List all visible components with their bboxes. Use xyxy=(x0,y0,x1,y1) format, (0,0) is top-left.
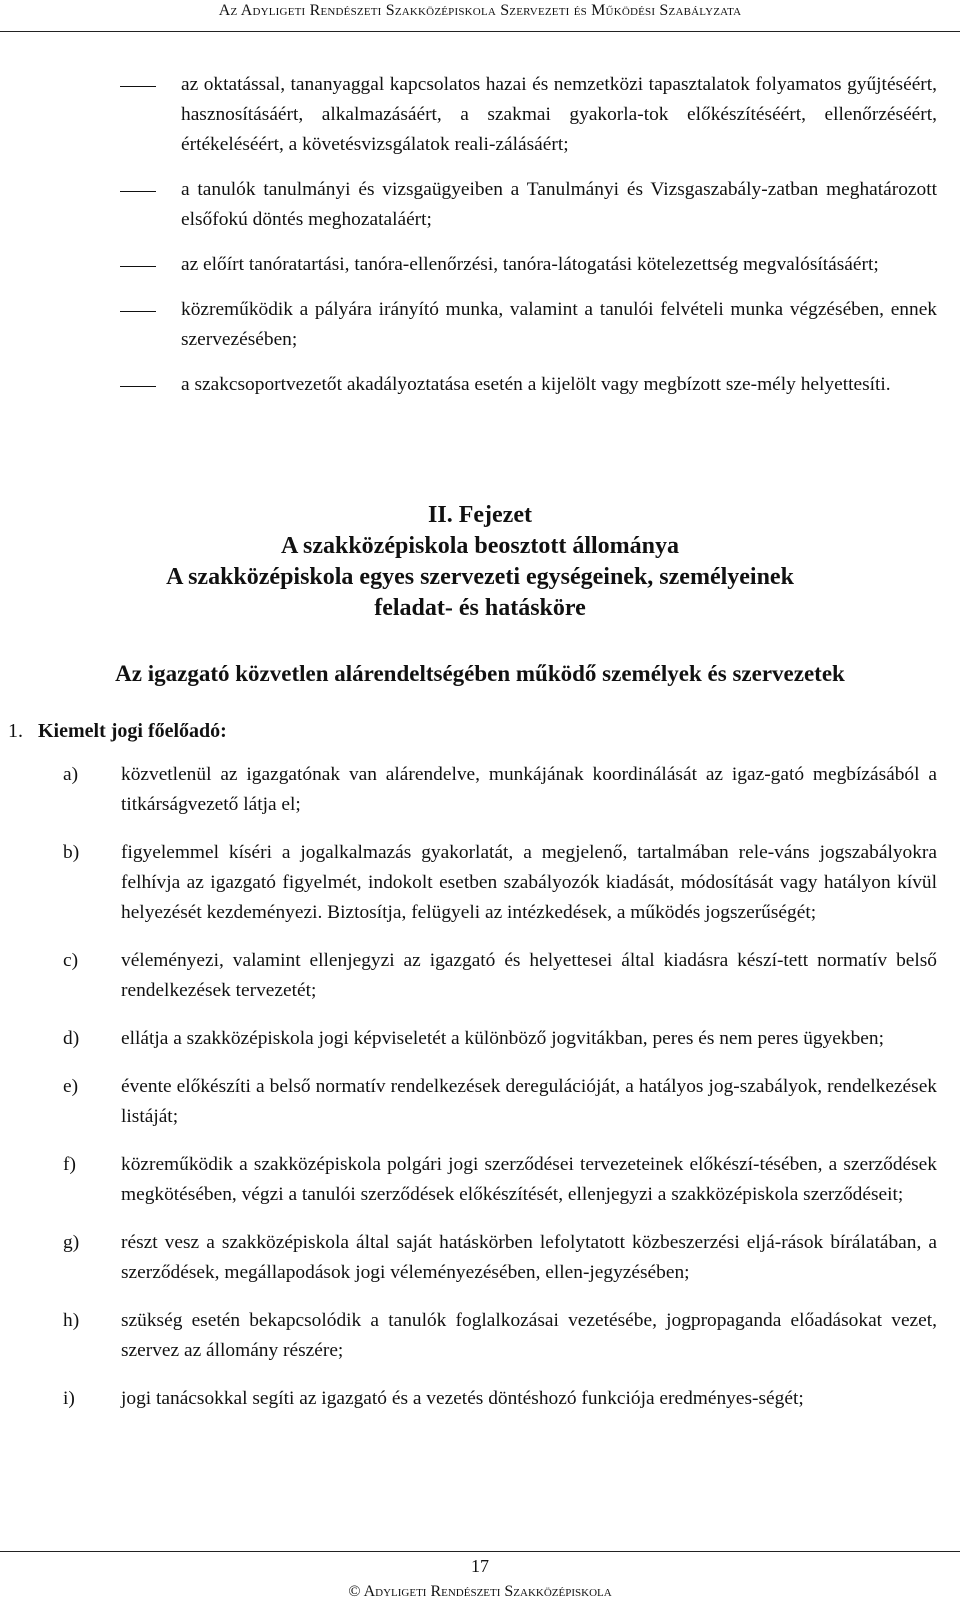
list-item xyxy=(0,1072,960,1132)
list-item-text: jogi tanácsokkal segíti az igazgató és a vezetés döntéshozó funkciója eredményes-ségét; xyxy=(121,1388,804,1409)
list-item xyxy=(0,760,960,820)
list-item xyxy=(0,1306,960,1366)
running-header xyxy=(0,2,960,20)
list-item-text: az oktatással, tananyaggal kapcsolatos hazai és nemzetközi tapasztalatok folyamatos gyűjtéséért, hasznosításáért, alkalmazásáért, a szakmai gyakorla-tok előkészítéséért, ellenőrzéséért, értékeléséért, a követésvizsgálatok reali-zálásáért; xyxy=(181,74,937,155)
running-header-title: Az Adyligeti Rendészeti Szakközépiskola Szervezeti és Működési Szabályzata xyxy=(218,2,742,19)
footer-copyright: © Adyligeti Rendészeti Szakközépiskola xyxy=(348,1583,612,1600)
list-item xyxy=(0,295,960,355)
list-item-text: szükség esetén bekapcsolódik a tanulók foglalkozásai vezetésébe, jogpropaganda előadásokat vezet, szervez az állomány részére; xyxy=(121,1310,937,1361)
chapter-subtitle: A szakközépiskola egyes szervezeti egységeinek, személyeinek xyxy=(166,564,794,590)
list-item-text: ellátja a szakközépiskola jogi képviseletét a különböző jogvitákban, peres és nem peres ügyekben; xyxy=(121,1028,884,1049)
subsection-number: 1. xyxy=(8,720,23,742)
list-item xyxy=(0,1150,960,1210)
list-item xyxy=(0,1384,960,1414)
dash-bullet xyxy=(120,191,156,192)
duties-list xyxy=(0,760,960,1432)
list-item-text: közreműködik a szakközépiskola polgári jogi szerződései tervezeteinek előkészí-tésében, a szerződések megkötésében, végzi a tanulói szerződések előkészítését, ellenjegyzi a szakközépiskola szerződéseit; xyxy=(121,1154,937,1205)
list-item xyxy=(0,70,960,160)
list-item xyxy=(0,1228,960,1288)
footer-divider xyxy=(0,1551,960,1552)
list-item-label: f) xyxy=(63,1154,76,1175)
list-item-text: a tanulók tanulmányi és vizsgaügyeiben a Tanulmányi és Vizsgaszabály-zatban meghatározott elsőfokú döntés meghozataláért; xyxy=(181,179,937,230)
list-item-label: i) xyxy=(63,1388,75,1409)
list-item-text: közvetlenül az igazgatónak van alárendelve, munkájának koordinálását az igaz-gató megbízásából a titkárságvezető látja el; xyxy=(121,764,937,815)
list-item xyxy=(0,838,960,928)
list-item-label: a) xyxy=(63,764,79,785)
list-item xyxy=(0,250,960,280)
chapter-subtitle-continued: feladat- és hatásköre xyxy=(374,595,586,621)
section-heading: Az igazgató közvetlen alárendeltségében működő személyek és szervezetek xyxy=(115,661,845,686)
list-item-label: b) xyxy=(63,842,80,863)
list-item-label: h) xyxy=(63,1310,80,1331)
dash-bullet xyxy=(120,86,156,87)
header-divider xyxy=(0,31,960,32)
list-item-label: e) xyxy=(63,1076,79,1097)
list-item-label: c) xyxy=(63,950,79,971)
list-item-text: az előírt tanóratartási, tanóra-ellenőrzési, tanóra-látogatási kötelezettség megvalósításáért; xyxy=(181,254,879,275)
dash-bullet xyxy=(120,311,156,312)
list-item xyxy=(0,946,960,1006)
list-item-text: évente előkészíti a belső normatív rendelkezések deregulációját, a hatályos jog-szabályok, rendelkezések listáját; xyxy=(121,1076,937,1127)
list-item-text: közreműködik a pályára irányító munka, valamint a tanulói felvételi munka végzésében, ennek szervezésében; xyxy=(181,299,937,350)
list-item-text: véleményezi, valamint ellenjegyzi az igazgató és helyettesei által kiadásra készí-tett normatív belső rendelkezések tervezetét; xyxy=(121,950,937,1001)
list-item-text: a szakcsoportvezetőt akadályoztatása esetén a kijelölt vagy megbízott sze-mély helyettesíti. xyxy=(181,374,891,395)
dash-list xyxy=(0,70,960,415)
subsection-heading xyxy=(8,720,227,743)
chapter-title: A szakközépiskola beosztott állománya xyxy=(280,533,679,559)
list-item-label: d) xyxy=(63,1028,80,1049)
list-item-text: figyelemmel kíséri a jogalkalmazás gyakorlatát, a megjelenő, tartalmában rele-váns jogszabályokra felhívja az igazgató figyelmét, indokolt esetben szabályozók kiadását, módosítását vagy hatályon kívül helyezését kezdeményezi. Biztosítja, felügyeli az intézkedések, a működés jogszerűségét; xyxy=(121,842,937,923)
subsection-title: Kiemelt jogi főelőadó: xyxy=(38,720,227,742)
list-item-label: g) xyxy=(63,1232,80,1253)
list-item xyxy=(0,1024,960,1054)
chapter-heading xyxy=(0,500,960,624)
page-number: 17 xyxy=(471,1556,489,1576)
list-item-text: részt vesz a szakközépiskola által saját hatáskörben lefolytatott közbeszerzési eljá-rások bírálatában, a szerződések, megállapodások jogi véleményezésében, ellen-jegyzésében; xyxy=(121,1232,937,1283)
list-item xyxy=(0,370,960,400)
dash-bullet xyxy=(120,386,156,387)
dash-bullet xyxy=(120,266,156,267)
list-item xyxy=(0,175,960,235)
chapter-number: II. Fejezet xyxy=(428,502,532,528)
